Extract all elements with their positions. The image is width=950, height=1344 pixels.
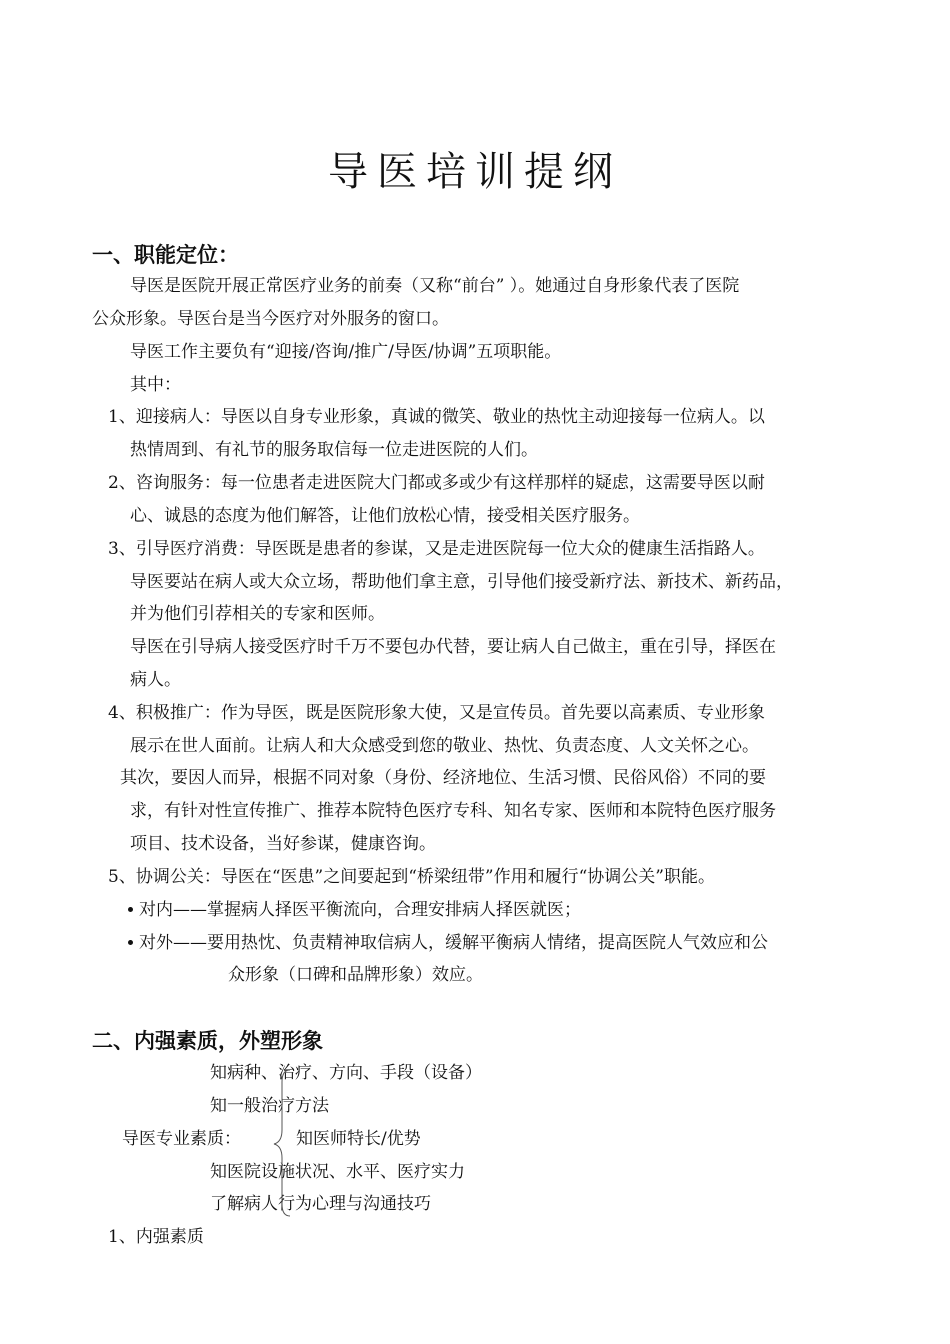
item-4-line: 求，有针对性宣传推广、推荐本院特色医疗专科、知名专家、医师和本院特色医疗服务: [130, 801, 776, 821]
quality-item: 了解病人行为心理与沟通技巧: [210, 1194, 431, 1214]
quality-item: 知医师特长/优势: [296, 1129, 421, 1149]
intro-line: 其中：: [130, 375, 181, 395]
item-3-line: 病人。: [130, 670, 181, 690]
bullet-dot-icon: [128, 940, 133, 945]
item-1-line: 1、迎接病人：导医以自身专业形象，真诚的微笑、敬业的热忱主动迎接每一位病人。以: [108, 407, 765, 427]
item-1-line: 热情周到、有礼节的服务取信每一位走进医院的人们。: [130, 440, 538, 460]
bullet-text: 对内——掌握病人择医平衡流向，合理安排病人择医就医；: [139, 900, 581, 920]
item-3-line: 导医要站在病人或大众立场，帮助他们拿主意，引导他们接受新疗法、新技术、新药品，: [130, 572, 793, 592]
bullet-item: [128, 930, 768, 956]
quality-item: 知病种、治疗、方向、手段（设备）: [210, 1063, 482, 1083]
item-3-line: 3、引导医疗消费：导医既是患者的参谋，又是走进医院每一位大众的健康生活指路人。: [108, 539, 765, 559]
intro-line: 导医是医院开展正常医疗业务的前奏（又称“前台” ）。她通过自身形象代表了医院: [130, 276, 740, 296]
item-2-line: 心、诚恳的态度为他们解答，让他们放松心情，接受相关医疗服务。: [130, 506, 640, 526]
item-3-line: 导医在引导病人接受医疗时千万不要包办代替，要让病人自己做主，重在引导，择医在: [130, 637, 776, 657]
bullet-continuation: 众形象（口碑和品牌形象）效应。: [228, 965, 483, 985]
intro-line: 公众形象。导医台是当今医疗对外服务的窗口。: [92, 309, 449, 329]
item-5-line: 5、协调公关：导医在“医患”之间要起到“桥梁纽带”作用和履行“协调公关”职能。: [108, 867, 715, 887]
bullet-dot-icon: [128, 907, 133, 912]
page-title: 导医培训提纲: [328, 149, 622, 195]
item-3-line: 并为他们引荐相关的专家和医师。: [130, 604, 385, 624]
bullet-text: 对外——要用热忱、负责精神取信病人，缓解平衡病人情绪，提高医院人气效应和公: [139, 933, 768, 953]
item-4-line: 项目、技术设备，当好参谋，健康咨询。: [130, 834, 436, 854]
item-2-line: 2、咨询服务：每一位患者走进医院大门都或多或少有这样那样的疑虑，这需要导医以耐: [108, 473, 765, 493]
bullet-item: [128, 897, 581, 923]
quality-label: 导医专业素质：: [122, 1129, 241, 1149]
quality-item: 知一般治疗方法: [210, 1096, 329, 1116]
quality-item: 知医院设施状况、水平、医疗实力: [210, 1162, 465, 1182]
section-1-heading: 一、职能定位：: [92, 243, 239, 267]
item-4-line: 展示在世人面前。让病人和大众感受到您的敬业、热忱、负责态度、人文关怀之心。: [130, 736, 759, 756]
subsection-title: 1、内强素质: [108, 1227, 204, 1247]
section-2-heading: 二、内强素质，外塑形象: [92, 1029, 323, 1053]
curly-brace-icon: [270, 1068, 294, 1218]
item-4-line: 4、积极推广：作为导医，既是医院形象大使，又是宣传员。首先要以高素质、专业形象: [108, 703, 765, 723]
item-4-line: 其次，要因人而异，根据不同对象（身份、经济地位、生活习惯、民俗风俗）不同的要: [120, 768, 766, 788]
intro-line: 导医工作主要负有“迎接/咨询/推广/导医/协调”五项职能。: [130, 342, 562, 362]
